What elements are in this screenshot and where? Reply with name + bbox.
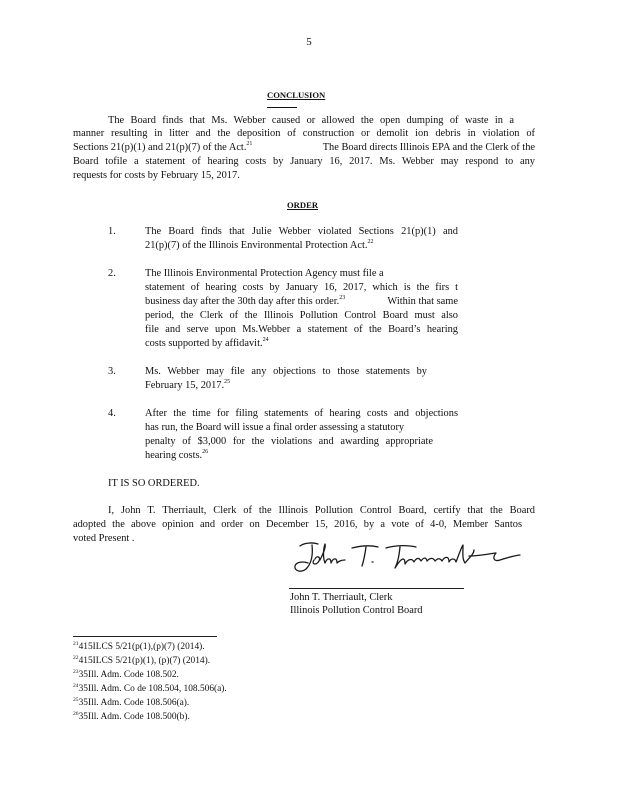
footnote bbox=[73, 642, 205, 652]
order-heading: ORDER bbox=[287, 200, 319, 210]
order-item-line: February 15, 2017. bbox=[145, 380, 225, 391]
page-number: 5 bbox=[306, 36, 312, 48]
footnote bbox=[73, 656, 210, 666]
footnote-number: 21 bbox=[73, 641, 79, 647]
footnote bbox=[73, 684, 227, 694]
conclusion-line: The Board finds that Ms. Webber caused or allowed the open dumping of waste in a bbox=[108, 115, 514, 126]
order-item-line: business day after the 30th day after this order. bbox=[145, 296, 340, 307]
order-item-line: penalty of $3,000 for the violations and awarding appropriate bbox=[145, 436, 433, 447]
signature-image bbox=[288, 536, 528, 578]
footnote-ref: 23 bbox=[339, 295, 346, 301]
conclusion-line: Board tofile a statement of hearing costs by January 16, 2017. Ms. Webber may respond to any bbox=[73, 156, 535, 167]
order-item-number: 1. bbox=[108, 226, 116, 237]
footnote-separator bbox=[73, 636, 217, 637]
order-item-line: The Illinois Environmental Protection Agency must file a bbox=[145, 268, 384, 279]
footnote-text: 35Ill. Adm. Code 108.502. bbox=[78, 670, 179, 680]
footnote-ref: 25 bbox=[224, 379, 231, 385]
conclusion-heading-text: CONCLUSION bbox=[267, 90, 326, 100]
so-ordered: IT IS SO ORDERED. bbox=[108, 478, 200, 489]
order-item-line-mixed bbox=[145, 296, 458, 307]
certification-line: I, John T. Therriault, Clerk of the Illinois Pollution Control Board, certify that the Board bbox=[108, 505, 535, 516]
footnote-text: 415ILCS 5/21(p)(1), (p)(7) (2014). bbox=[78, 656, 211, 666]
order-item-number: 4. bbox=[108, 408, 116, 419]
footnote-number: 24 bbox=[73, 683, 79, 689]
certification-line: adopted the above opinion and order on December 15, 2016, by a vote of 4-0, Member Santos bbox=[73, 519, 522, 530]
footnote bbox=[73, 712, 190, 722]
footnote-number: 22 bbox=[73, 655, 79, 661]
order-item-line: After the time for filing statements of hearing costs and objections bbox=[145, 408, 458, 419]
conclusion-heading bbox=[267, 90, 349, 110]
order-item-line: 21(p)(7) of the Illinois Environmental Protection Act. bbox=[145, 240, 368, 251]
conclusion-line: The Board directs Illinois EPA and the Clerk of the bbox=[322, 142, 535, 153]
conclusion-line-mixed bbox=[73, 142, 535, 153]
footnote-number: 26 bbox=[73, 711, 79, 717]
signature-line bbox=[289, 588, 464, 589]
footnote-ref: 21 bbox=[246, 141, 253, 147]
footnote-text: 35Ill. Adm. Code 108.500(b). bbox=[78, 712, 190, 722]
order-item-line: file and serve upon Ms.Webber a statement of the Board’s hearing bbox=[145, 324, 458, 335]
signer-title: Illinois Pollution Control Board bbox=[290, 605, 423, 616]
footnote bbox=[73, 670, 179, 680]
order-item-line: Within that same bbox=[387, 296, 458, 307]
footnote bbox=[73, 698, 189, 708]
footnote-text: 35Ill. Adm. Co de 108.504, 108.506(a). bbox=[78, 684, 227, 694]
footnote-text: 415ILCS 5/21(p(1),(p)(7) (2014). bbox=[78, 642, 205, 652]
conclusion-line: requests for costs by February 15, 2017. bbox=[73, 170, 240, 181]
conclusion-line: Sections 21(p)(1) and 21(p)(7) of the Act. bbox=[73, 142, 247, 153]
order-item-line: The Board finds that Julie Webber violated Sections 21(p)(1) and bbox=[145, 226, 458, 237]
footnote-number: 25 bbox=[73, 697, 79, 703]
footnote-text: 35Ill. Adm. Code 108.506(a). bbox=[78, 698, 190, 708]
order-item-number: 2. bbox=[108, 268, 116, 279]
footnote-number: 23 bbox=[73, 669, 79, 675]
order-item-line: has run, the Board will issue a final order assessing a statutory bbox=[145, 422, 405, 433]
footnote-ref: 26 bbox=[202, 449, 209, 455]
order-item-line: costs supported by affidavit. bbox=[145, 338, 263, 349]
order-item-line: hearing costs. bbox=[145, 450, 203, 461]
signer-name: John T. Therriault, Clerk bbox=[290, 592, 393, 603]
order-item-number: 3. bbox=[108, 366, 116, 377]
order-item-line: period, the Clerk of the Illinois Pollution Control Board must also bbox=[145, 310, 458, 321]
order-item-line: Ms. Webber may file any objections to those statements by bbox=[145, 366, 427, 377]
order-item-line: statement of hearing costs by January 16, 2017, which is the firs t bbox=[145, 282, 458, 293]
certification-line: voted Present . bbox=[73, 533, 135, 544]
footnote-ref: 24 bbox=[262, 337, 269, 343]
conclusion-line: manner resulting in litter and the deposition of construction or demolit ion debris in violation of bbox=[73, 128, 535, 139]
footnote-ref: 22 bbox=[367, 239, 374, 245]
